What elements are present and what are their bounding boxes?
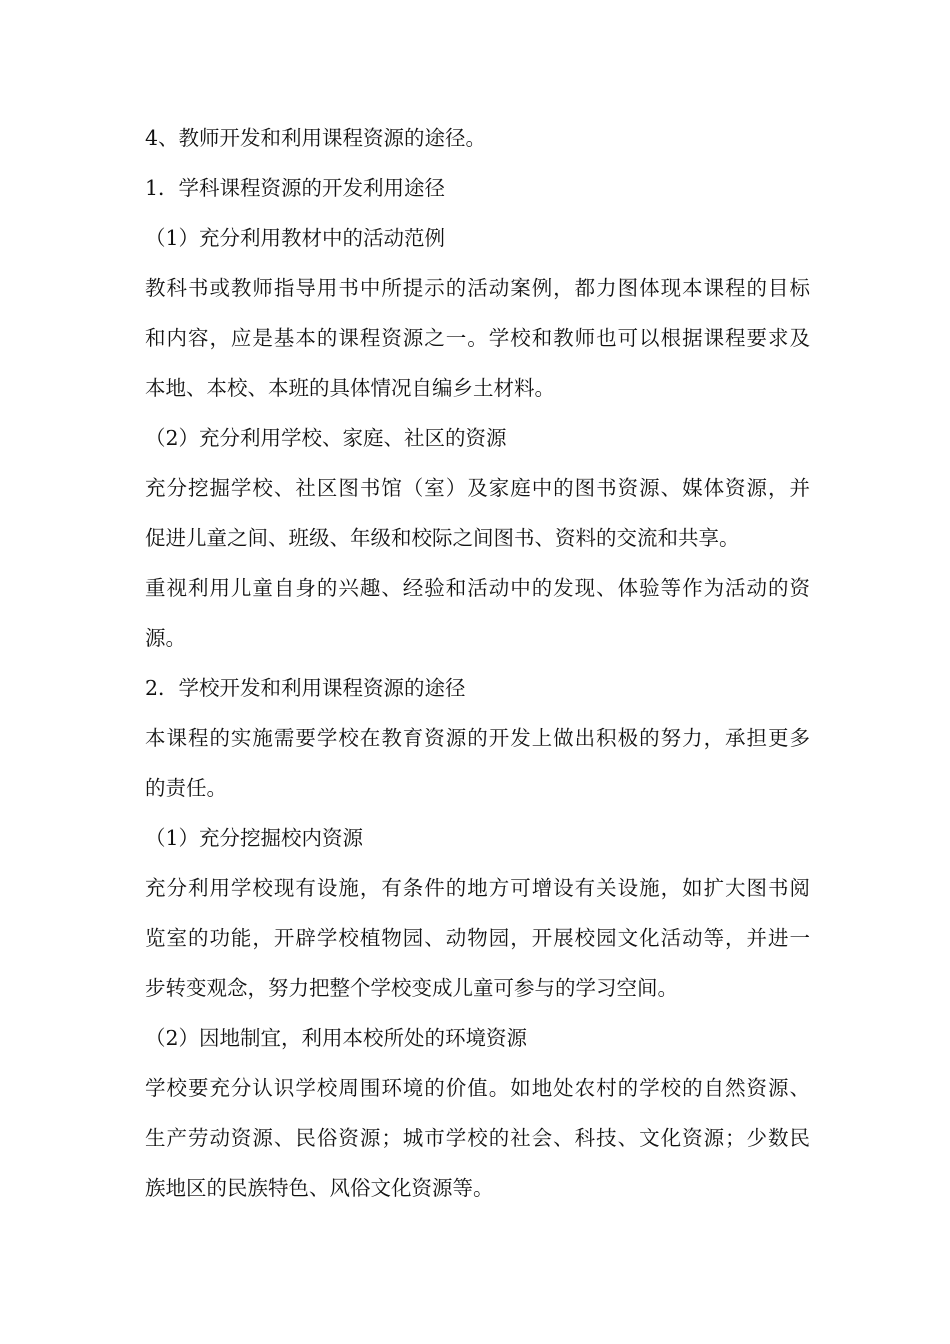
paragraph-line: 和内容，应是基本的课程资源之一。学校和教师也可以根据课程要求及 (145, 326, 810, 350)
paragraph-line: 充分挖掘学校、社区图书馆（室）及家庭中的图书资源、媒体资源，并 (145, 476, 810, 500)
paragraph-line: 览室的功能，开辟学校植物园、动物园，开展校园文化活动等，并进一 (145, 926, 810, 950)
item-heading-1-1: （1）充分利用教材中的活动范例 (145, 226, 446, 250)
paragraph-line: 本地、本校、本班的具体情况自编乡土材料。 (145, 376, 555, 400)
paragraph-line: 生产劳动资源、民俗资源；城市学校的社会、科技、文化资源；少数民 (145, 1126, 810, 1150)
subsection-heading-2: 2．学校开发和利用课程资源的途径 (145, 676, 466, 700)
paragraph-line: 充分利用学校现有设施，有条件的地方可增设有关设施，如扩大图书阅 (145, 876, 810, 900)
paragraph-line: 步转变观念，努力把整个学校变成儿童可参与的学习空间。 (145, 976, 678, 1000)
paragraph-line: 促进儿童之间、班级、年级和校际之间图书、资料的交流和共享。 (145, 526, 740, 550)
paragraph-line: 学校要充分认识学校周围环境的价值。如地处农村的学校的自然资源、 (145, 1076, 810, 1100)
section-heading-4: 4、教师开发和利用课程资源的途径。 (145, 126, 487, 150)
paragraph-line: 本课程的实施需要学校在教育资源的开发上做出积极的努力，承担更多 (145, 726, 810, 750)
paragraph-line: 教科书或教师指导用书中所提示的活动案例，都力图体现本课程的目标 (145, 276, 810, 300)
document-page (145, 113, 810, 1213)
item-heading-2-2: （2）因地制宜，利用本校所处的环境资源 (145, 1026, 528, 1050)
paragraph-line: 的责任。 (145, 776, 227, 800)
subsection-heading-1: 1．学科课程资源的开发利用途径 (145, 176, 446, 200)
paragraph-line: 源。 (145, 626, 186, 650)
paragraph-line: 族地区的民族特色、风俗文化资源等。 (145, 1176, 494, 1200)
item-heading-2-1: （1）充分挖掘校内资源 (145, 826, 364, 850)
paragraph-line: 重视利用儿童自身的兴趣、经验和活动中的发现、体验等作为活动的资 (145, 576, 810, 600)
item-heading-1-2: （2）充分利用学校、家庭、社区的资源 (145, 426, 507, 450)
